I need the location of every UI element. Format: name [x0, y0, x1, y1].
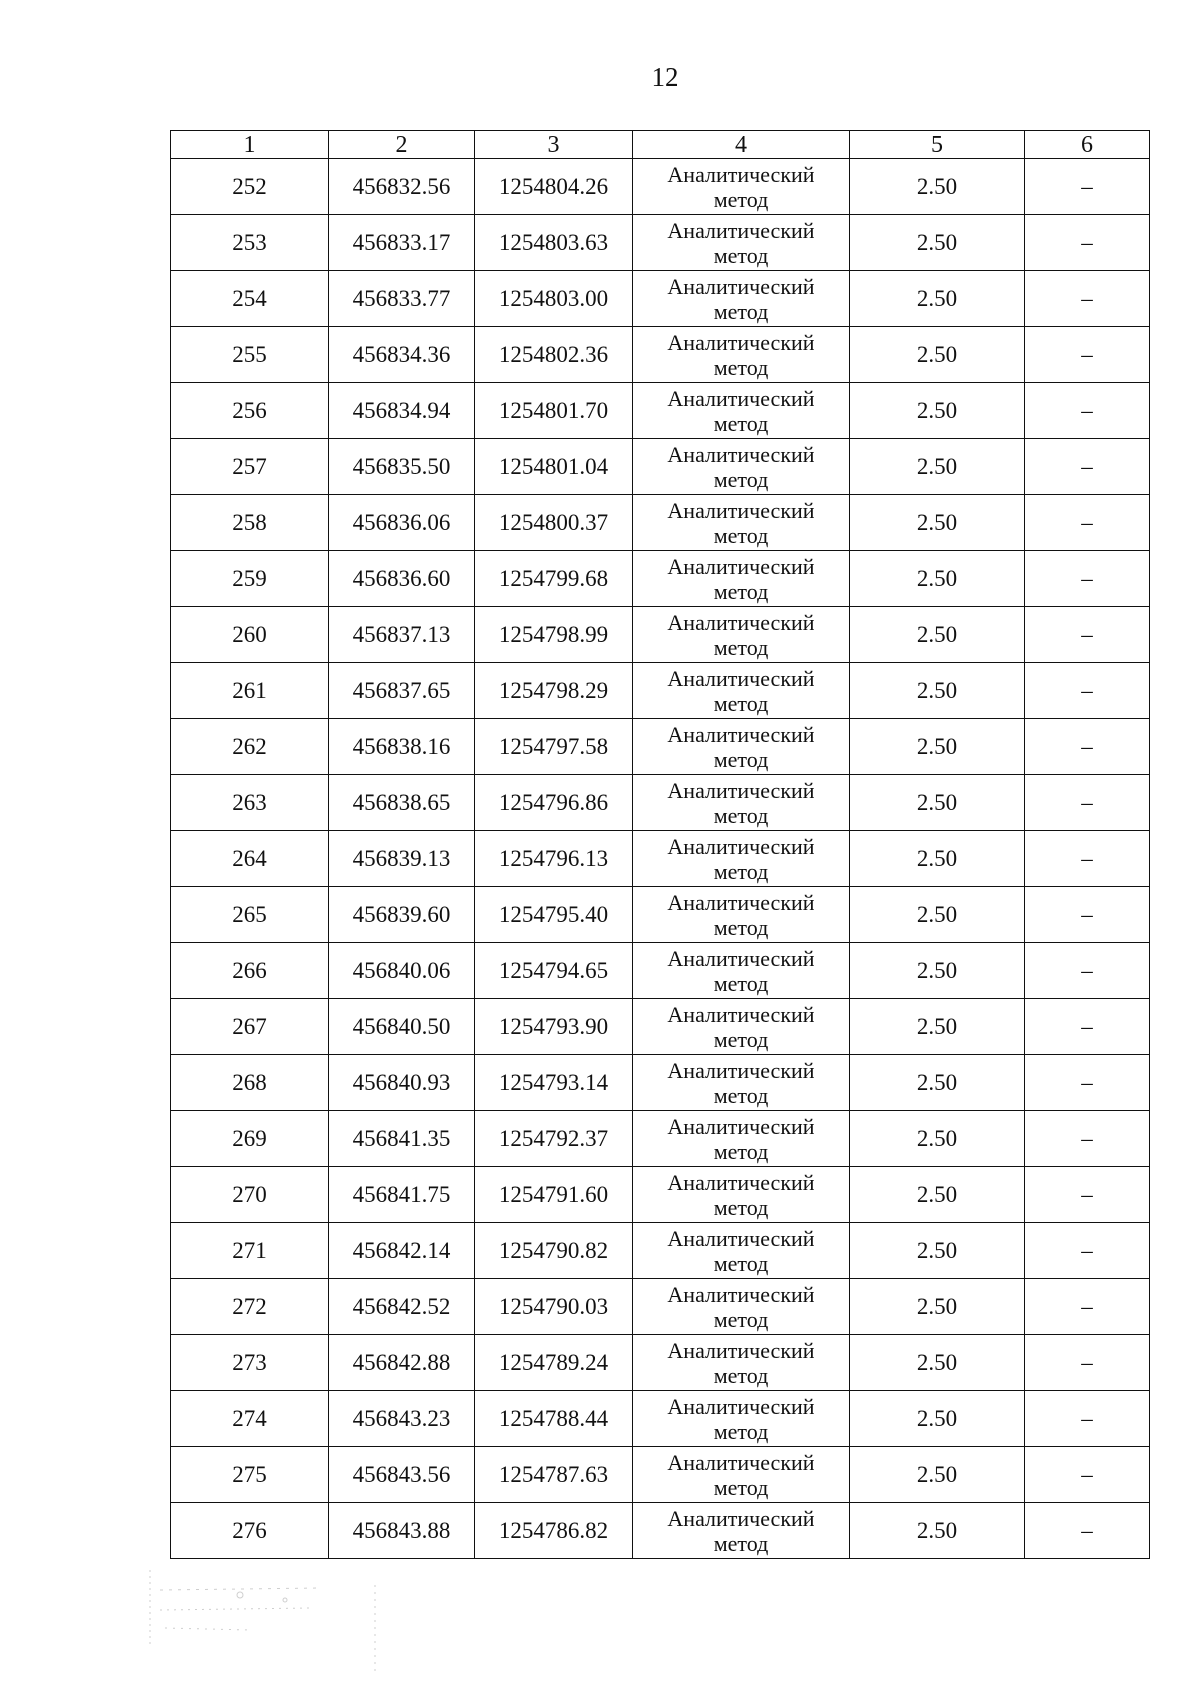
note-cell: – [1025, 607, 1150, 663]
note-cell: – [1025, 1111, 1150, 1167]
method-line-1: Аналитический [667, 330, 815, 355]
y-coordinate-cell: 1254792.37 [475, 1111, 633, 1167]
method-line-1: Аналитический [667, 1114, 815, 1139]
method-cell [633, 1391, 850, 1447]
y-coordinate-cell: 1254796.13 [475, 831, 633, 887]
accuracy-cell: 2.50 [850, 607, 1025, 663]
method-line-2: метод [713, 299, 769, 324]
table-row [171, 999, 1150, 1055]
accuracy-cell: 2.50 [850, 1111, 1025, 1167]
method-line-2: метод [713, 1251, 769, 1276]
x-coordinate-cell: 456836.06 [329, 495, 475, 551]
method-line-1: Аналитический [667, 834, 815, 859]
method-line-1: Аналитический [667, 946, 815, 971]
point-number-cell: 264 [171, 831, 329, 887]
method-line-1: Аналитический [667, 722, 815, 747]
method-cell [633, 383, 850, 439]
note-cell: – [1025, 383, 1150, 439]
accuracy-cell: 2.50 [850, 1055, 1025, 1111]
x-coordinate-cell: 456833.17 [329, 215, 475, 271]
method-line-1: Аналитический [667, 1394, 815, 1419]
table-row [171, 719, 1150, 775]
note-cell: – [1025, 999, 1150, 1055]
accuracy-cell: 2.50 [850, 383, 1025, 439]
accuracy-cell: 2.50 [850, 327, 1025, 383]
table-row [171, 1111, 1150, 1167]
accuracy-cell: 2.50 [850, 1503, 1025, 1559]
table-body [171, 159, 1150, 1559]
x-coordinate-cell: 456837.13 [329, 607, 475, 663]
method-cell [633, 607, 850, 663]
method-line-2: метод [713, 1027, 769, 1052]
accuracy-cell: 2.50 [850, 495, 1025, 551]
y-coordinate-cell: 1254787.63 [475, 1447, 633, 1503]
point-number-cell: 254 [171, 271, 329, 327]
table-row [171, 607, 1150, 663]
method-line-1: Аналитический [667, 442, 815, 467]
y-coordinate-cell: 1254793.14 [475, 1055, 633, 1111]
x-coordinate-cell: 456839.13 [329, 831, 475, 887]
point-number-cell: 255 [171, 327, 329, 383]
method-line-2: метод [713, 467, 769, 492]
method-line-2: метод [713, 691, 769, 716]
note-cell: – [1025, 1055, 1150, 1111]
accuracy-cell: 2.50 [850, 1447, 1025, 1503]
y-coordinate-cell: 1254803.63 [475, 215, 633, 271]
y-coordinate-cell: 1254790.03 [475, 1279, 633, 1335]
x-coordinate-cell: 456840.50 [329, 999, 475, 1055]
table-row [171, 159, 1150, 215]
method-line-2: метод [713, 1363, 769, 1388]
point-number-cell: 267 [171, 999, 329, 1055]
method-cell [633, 215, 850, 271]
faint-stamp-mark [120, 1560, 430, 1680]
method-line-2: метод [713, 243, 769, 268]
point-number-cell: 261 [171, 663, 329, 719]
y-coordinate-cell: 1254793.90 [475, 999, 633, 1055]
note-cell: – [1025, 831, 1150, 887]
method-cell [633, 1111, 850, 1167]
point-number-cell: 256 [171, 383, 329, 439]
table-row [171, 1503, 1150, 1559]
table-row [171, 831, 1150, 887]
method-line-1: Аналитический [667, 498, 815, 523]
method-line-2: метод [713, 411, 769, 436]
y-coordinate-cell: 1254794.65 [475, 943, 633, 999]
accuracy-cell: 2.50 [850, 663, 1025, 719]
method-cell [633, 999, 850, 1055]
accuracy-cell: 2.50 [850, 1279, 1025, 1335]
method-line-1: Аналитический [667, 1338, 815, 1363]
header-cell-4: 4 [633, 131, 850, 159]
x-coordinate-cell: 456839.60 [329, 887, 475, 943]
method-line-1: Аналитический [667, 1002, 815, 1027]
y-coordinate-cell: 1254786.82 [475, 1503, 633, 1559]
note-cell: – [1025, 551, 1150, 607]
point-number-cell: 259 [171, 551, 329, 607]
point-number-cell: 263 [171, 775, 329, 831]
note-cell: – [1025, 719, 1150, 775]
method-cell [633, 271, 850, 327]
method-line-2: метод [713, 635, 769, 660]
table-row [171, 383, 1150, 439]
x-coordinate-cell: 456841.75 [329, 1167, 475, 1223]
note-cell: – [1025, 495, 1150, 551]
accuracy-cell: 2.50 [850, 1335, 1025, 1391]
method-line-2: метод [713, 971, 769, 996]
method-cell [633, 1167, 850, 1223]
table-row [171, 887, 1150, 943]
y-coordinate-cell: 1254803.00 [475, 271, 633, 327]
note-cell: – [1025, 215, 1150, 271]
accuracy-cell: 2.50 [850, 551, 1025, 607]
y-coordinate-cell: 1254791.60 [475, 1167, 633, 1223]
x-coordinate-cell: 456832.56 [329, 159, 475, 215]
note-cell: – [1025, 1335, 1150, 1391]
accuracy-cell: 2.50 [850, 887, 1025, 943]
table-row [171, 1055, 1150, 1111]
method-line-2: метод [713, 579, 769, 604]
y-coordinate-cell: 1254802.36 [475, 327, 633, 383]
method-line-1: Аналитический [667, 162, 815, 187]
method-line-2: метод [713, 1195, 769, 1220]
note-cell: – [1025, 1167, 1150, 1223]
header-cell-2: 2 [329, 131, 475, 159]
method-cell [633, 831, 850, 887]
note-cell: – [1025, 1391, 1150, 1447]
coordinates-table [170, 130, 1150, 1559]
method-line-1: Аналитический [667, 274, 815, 299]
point-number-cell: 258 [171, 495, 329, 551]
y-coordinate-cell: 1254801.04 [475, 439, 633, 495]
table-row [171, 943, 1150, 999]
x-coordinate-cell: 456838.16 [329, 719, 475, 775]
method-line-1: Аналитический [667, 1450, 815, 1475]
method-line-1: Аналитический [667, 666, 815, 691]
x-coordinate-cell: 456834.36 [329, 327, 475, 383]
point-number-cell: 266 [171, 943, 329, 999]
note-cell: – [1025, 1279, 1150, 1335]
note-cell: – [1025, 775, 1150, 831]
x-coordinate-cell: 456842.14 [329, 1223, 475, 1279]
method-cell [633, 1055, 850, 1111]
header-cell-1: 1 [171, 131, 329, 159]
method-line-2: метод [713, 1475, 769, 1500]
y-coordinate-cell: 1254801.70 [475, 383, 633, 439]
point-number-cell: 257 [171, 439, 329, 495]
note-cell: – [1025, 1223, 1150, 1279]
point-number-cell: 273 [171, 1335, 329, 1391]
y-coordinate-cell: 1254798.29 [475, 663, 633, 719]
method-line-1: Аналитический [667, 1506, 815, 1531]
x-coordinate-cell: 456837.65 [329, 663, 475, 719]
method-line-1: Аналитический [667, 610, 815, 635]
point-number-cell: 265 [171, 887, 329, 943]
note-cell: – [1025, 887, 1150, 943]
method-line-2: метод [713, 355, 769, 380]
method-cell [633, 439, 850, 495]
accuracy-cell: 2.50 [850, 831, 1025, 887]
method-line-2: метод [713, 187, 769, 212]
note-cell: – [1025, 159, 1150, 215]
y-coordinate-cell: 1254796.86 [475, 775, 633, 831]
header-cell-5: 5 [850, 131, 1025, 159]
method-cell [633, 663, 850, 719]
x-coordinate-cell: 456843.23 [329, 1391, 475, 1447]
method-cell [633, 775, 850, 831]
point-number-cell: 274 [171, 1391, 329, 1447]
x-coordinate-cell: 456838.65 [329, 775, 475, 831]
y-coordinate-cell: 1254800.37 [475, 495, 633, 551]
method-cell [633, 1335, 850, 1391]
method-line-2: метод [713, 523, 769, 548]
method-line-1: Аналитический [667, 386, 815, 411]
point-number-cell: 269 [171, 1111, 329, 1167]
accuracy-cell: 2.50 [850, 775, 1025, 831]
y-coordinate-cell: 1254797.58 [475, 719, 633, 775]
method-cell [633, 495, 850, 551]
method-cell [633, 1279, 850, 1335]
method-line-1: Аналитический [667, 1226, 815, 1251]
method-line-1: Аналитический [667, 778, 815, 803]
method-line-2: метод [713, 915, 769, 940]
point-number-cell: 271 [171, 1223, 329, 1279]
table-row [171, 663, 1150, 719]
note-cell: – [1025, 663, 1150, 719]
y-coordinate-cell: 1254804.26 [475, 159, 633, 215]
method-line-1: Аналитический [667, 1058, 815, 1083]
method-line-2: метод [713, 859, 769, 884]
method-line-1: Аналитический [667, 218, 815, 243]
table-row [171, 271, 1150, 327]
point-number-cell: 272 [171, 1279, 329, 1335]
x-coordinate-cell: 456842.52 [329, 1279, 475, 1335]
y-coordinate-cell: 1254795.40 [475, 887, 633, 943]
method-line-2: метод [713, 1139, 769, 1164]
x-coordinate-cell: 456833.77 [329, 271, 475, 327]
table-row [171, 1223, 1150, 1279]
method-cell [633, 719, 850, 775]
point-number-cell: 270 [171, 1167, 329, 1223]
note-cell: – [1025, 943, 1150, 999]
accuracy-cell: 2.50 [850, 1223, 1025, 1279]
table-row [171, 327, 1150, 383]
note-cell: – [1025, 439, 1150, 495]
point-number-cell: 275 [171, 1447, 329, 1503]
accuracy-cell: 2.50 [850, 159, 1025, 215]
accuracy-cell: 2.50 [850, 943, 1025, 999]
table-row [171, 1391, 1150, 1447]
method-cell [633, 1223, 850, 1279]
accuracy-cell: 2.50 [850, 271, 1025, 327]
method-line-2: метод [713, 1531, 769, 1556]
point-number-cell: 260 [171, 607, 329, 663]
x-coordinate-cell: 456843.56 [329, 1447, 475, 1503]
table-header [171, 131, 1150, 159]
table-row [171, 495, 1150, 551]
note-cell: – [1025, 1447, 1150, 1503]
point-number-cell: 262 [171, 719, 329, 775]
header-row [171, 131, 1150, 159]
method-line-1: Аналитический [667, 1282, 815, 1307]
table-row [171, 775, 1150, 831]
x-coordinate-cell: 456841.35 [329, 1111, 475, 1167]
note-cell: – [1025, 327, 1150, 383]
method-line-1: Аналитический [667, 1170, 815, 1195]
method-line-1: Аналитический [667, 890, 815, 915]
y-coordinate-cell: 1254788.44 [475, 1391, 633, 1447]
method-cell [633, 159, 850, 215]
table-row [171, 551, 1150, 607]
table-row [171, 1279, 1150, 1335]
method-cell [633, 1447, 850, 1503]
method-line-2: метод [713, 747, 769, 772]
table-row [171, 1167, 1150, 1223]
accuracy-cell: 2.50 [850, 719, 1025, 775]
method-cell [633, 943, 850, 999]
x-coordinate-cell: 456843.88 [329, 1503, 475, 1559]
method-line-2: метод [713, 1419, 769, 1444]
accuracy-cell: 2.50 [850, 1391, 1025, 1447]
header-cell-3: 3 [475, 131, 633, 159]
method-cell [633, 887, 850, 943]
y-coordinate-cell: 1254789.24 [475, 1335, 633, 1391]
method-line-2: метод [713, 803, 769, 828]
point-number-cell: 252 [171, 159, 329, 215]
accuracy-cell: 2.50 [850, 999, 1025, 1055]
x-coordinate-cell: 456836.60 [329, 551, 475, 607]
note-cell: – [1025, 271, 1150, 327]
table-row [171, 1335, 1150, 1391]
table-row [171, 1447, 1150, 1503]
accuracy-cell: 2.50 [850, 1167, 1025, 1223]
y-coordinate-cell: 1254798.99 [475, 607, 633, 663]
note-cell: – [1025, 1503, 1150, 1559]
point-number-cell: 253 [171, 215, 329, 271]
page-number: 12 [651, 62, 679, 92]
point-number-cell: 276 [171, 1503, 329, 1559]
y-coordinate-cell: 1254790.82 [475, 1223, 633, 1279]
method-cell [633, 327, 850, 383]
accuracy-cell: 2.50 [850, 439, 1025, 495]
method-cell [633, 551, 850, 607]
point-number-cell: 268 [171, 1055, 329, 1111]
header-cell-6: 6 [1025, 131, 1150, 159]
method-line-2: метод [713, 1083, 769, 1108]
x-coordinate-cell: 456840.93 [329, 1055, 475, 1111]
method-cell [633, 1503, 850, 1559]
table-row [171, 439, 1150, 495]
x-coordinate-cell: 456842.88 [329, 1335, 475, 1391]
table-row [171, 215, 1150, 271]
x-coordinate-cell: 456835.50 [329, 439, 475, 495]
x-coordinate-cell: 456840.06 [329, 943, 475, 999]
y-coordinate-cell: 1254799.68 [475, 551, 633, 607]
method-line-2: метод [713, 1307, 769, 1332]
x-coordinate-cell: 456834.94 [329, 383, 475, 439]
method-line-1: Аналитический [667, 554, 815, 579]
accuracy-cell: 2.50 [850, 215, 1025, 271]
